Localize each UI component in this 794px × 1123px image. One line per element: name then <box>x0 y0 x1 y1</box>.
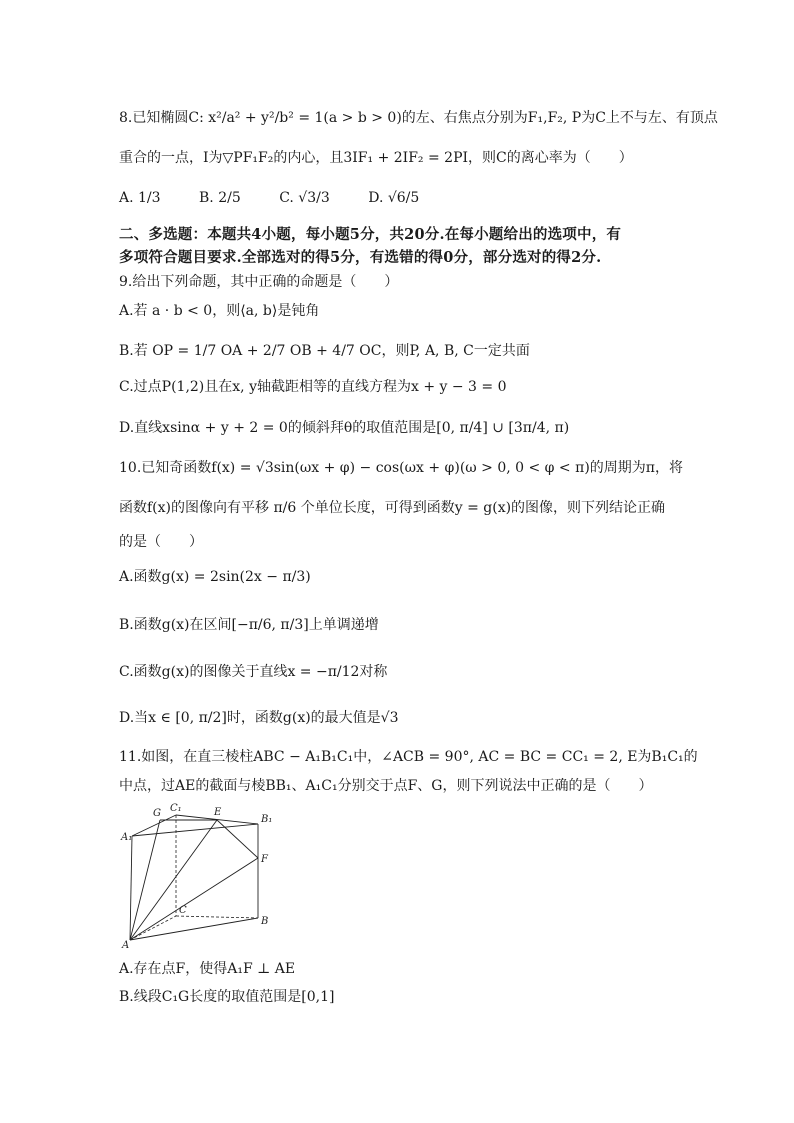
q10-line2: 函数f(x)的图像向有平移 π/6 个单位长度，可得到函数y = g(x)的图像，则下列结论正确 <box>119 500 666 516</box>
q8-line1: 8.已知椭圆C: x²/a² + y²/b² = 1(a > b > 0)的左、右焦点分别为F₁,F₂, P为C上不与左、有顶点 <box>119 110 718 126</box>
label-c: C <box>179 905 187 916</box>
q11-line1: 11.如图，在直三棱柱ABC − A₁B₁C₁中，∠ACB = 90°, AC = BC = CC₁ = 2, E为B₁C₁的 <box>119 749 698 765</box>
edge-a-g <box>130 820 160 940</box>
edge-a1-a <box>130 836 132 940</box>
q10-option-b: B.函数g(x)在区间[−π/6, π/3]上单调递增 <box>119 617 379 633</box>
label-a1: A₁ <box>121 832 133 843</box>
q8-option-a: A. 1/3 <box>119 190 161 206</box>
edge-a-f <box>130 858 258 940</box>
edge-c-b-hidden <box>176 916 258 918</box>
section2-heading-line2: 多项符合题目要求.全部选对的得5分，有选错的得0分，部分选对的得2分. <box>119 249 602 266</box>
q9-option-d: D.直线xsinα + y + 2 = 0的倾斜拜θ的取值范围是[0, π/4] ∪ [3π/4, π) <box>119 420 570 436</box>
label-b: B <box>261 916 269 927</box>
edge-a1-b1 <box>132 824 258 836</box>
label-c1: C₁ <box>170 803 182 814</box>
q10-line1: 10.已知奇函数f(x) = √3sin(ωx + φ) − cos(ωx + φ)(ω > 0, 0 < φ < π)的周期为π，将 <box>119 460 683 476</box>
q9-stem: 9.给出下列命题，其中正确的命题是（ ） <box>119 274 399 290</box>
q8-option-b: B. 2/5 <box>199 190 241 206</box>
edge-a-b <box>130 918 258 940</box>
q11-option-b: B.线段C₁G长度的取值范围是[0,1] <box>119 989 335 1005</box>
q11-option-a: A.存在点F，使得A₁F ⊥ AE <box>119 961 296 977</box>
q10-line3: 的是（ ） <box>119 534 203 550</box>
q9-option-a: A.若 a · b < 0，则⟨a, b⟩是钝角 <box>119 303 320 319</box>
label-e: E <box>214 807 222 818</box>
q10-option-a: A.函数g(x) = 2sin(2x − π/3) <box>119 569 311 585</box>
label-b1: B₁ <box>261 814 273 825</box>
q10-option-c: C.函数g(x)的图像关于直线x = −π/12对称 <box>119 664 388 680</box>
prism-figure <box>120 800 280 950</box>
label-f: F <box>261 854 268 865</box>
q8-option-d: D. √6/5 <box>368 190 420 206</box>
q11-line2: 中点，过AE的截面与棱BB₁、A₁C₁分别交于点F、G，则下列说法中正确的是（ ） <box>119 778 653 794</box>
q8-options <box>119 188 694 208</box>
label-g: G <box>153 808 161 819</box>
q9-option-c: C.过点P(1,2)且在x, y轴截距相等的直线方程为x + y − 3 = 0 <box>119 379 507 395</box>
section2-heading-line1: 二、多选题：本题共4小题，每小题5分，共20分.在每小题给出的选项中，有 <box>119 226 622 243</box>
q9-option-b: B.若 OP = 1/7 OA + 2/7 OB + 4/7 OC，则P, A, B, C一定共面 <box>119 343 530 359</box>
edge-a-e <box>130 820 217 940</box>
q8-option-c: C. √3/3 <box>279 190 330 206</box>
q10-option-d: D.当x ∈ [0, π/2]时，函数g(x)的最大值是√3 <box>119 710 399 726</box>
label-a: A <box>122 940 130 950</box>
prism-diagram <box>120 800 280 950</box>
q8-line2: 重合的一点，I为▽PF₁F₂的内心，且3IF₁ + 2IF₂ = 2PI，则C的离心率为（ ） <box>119 150 633 166</box>
